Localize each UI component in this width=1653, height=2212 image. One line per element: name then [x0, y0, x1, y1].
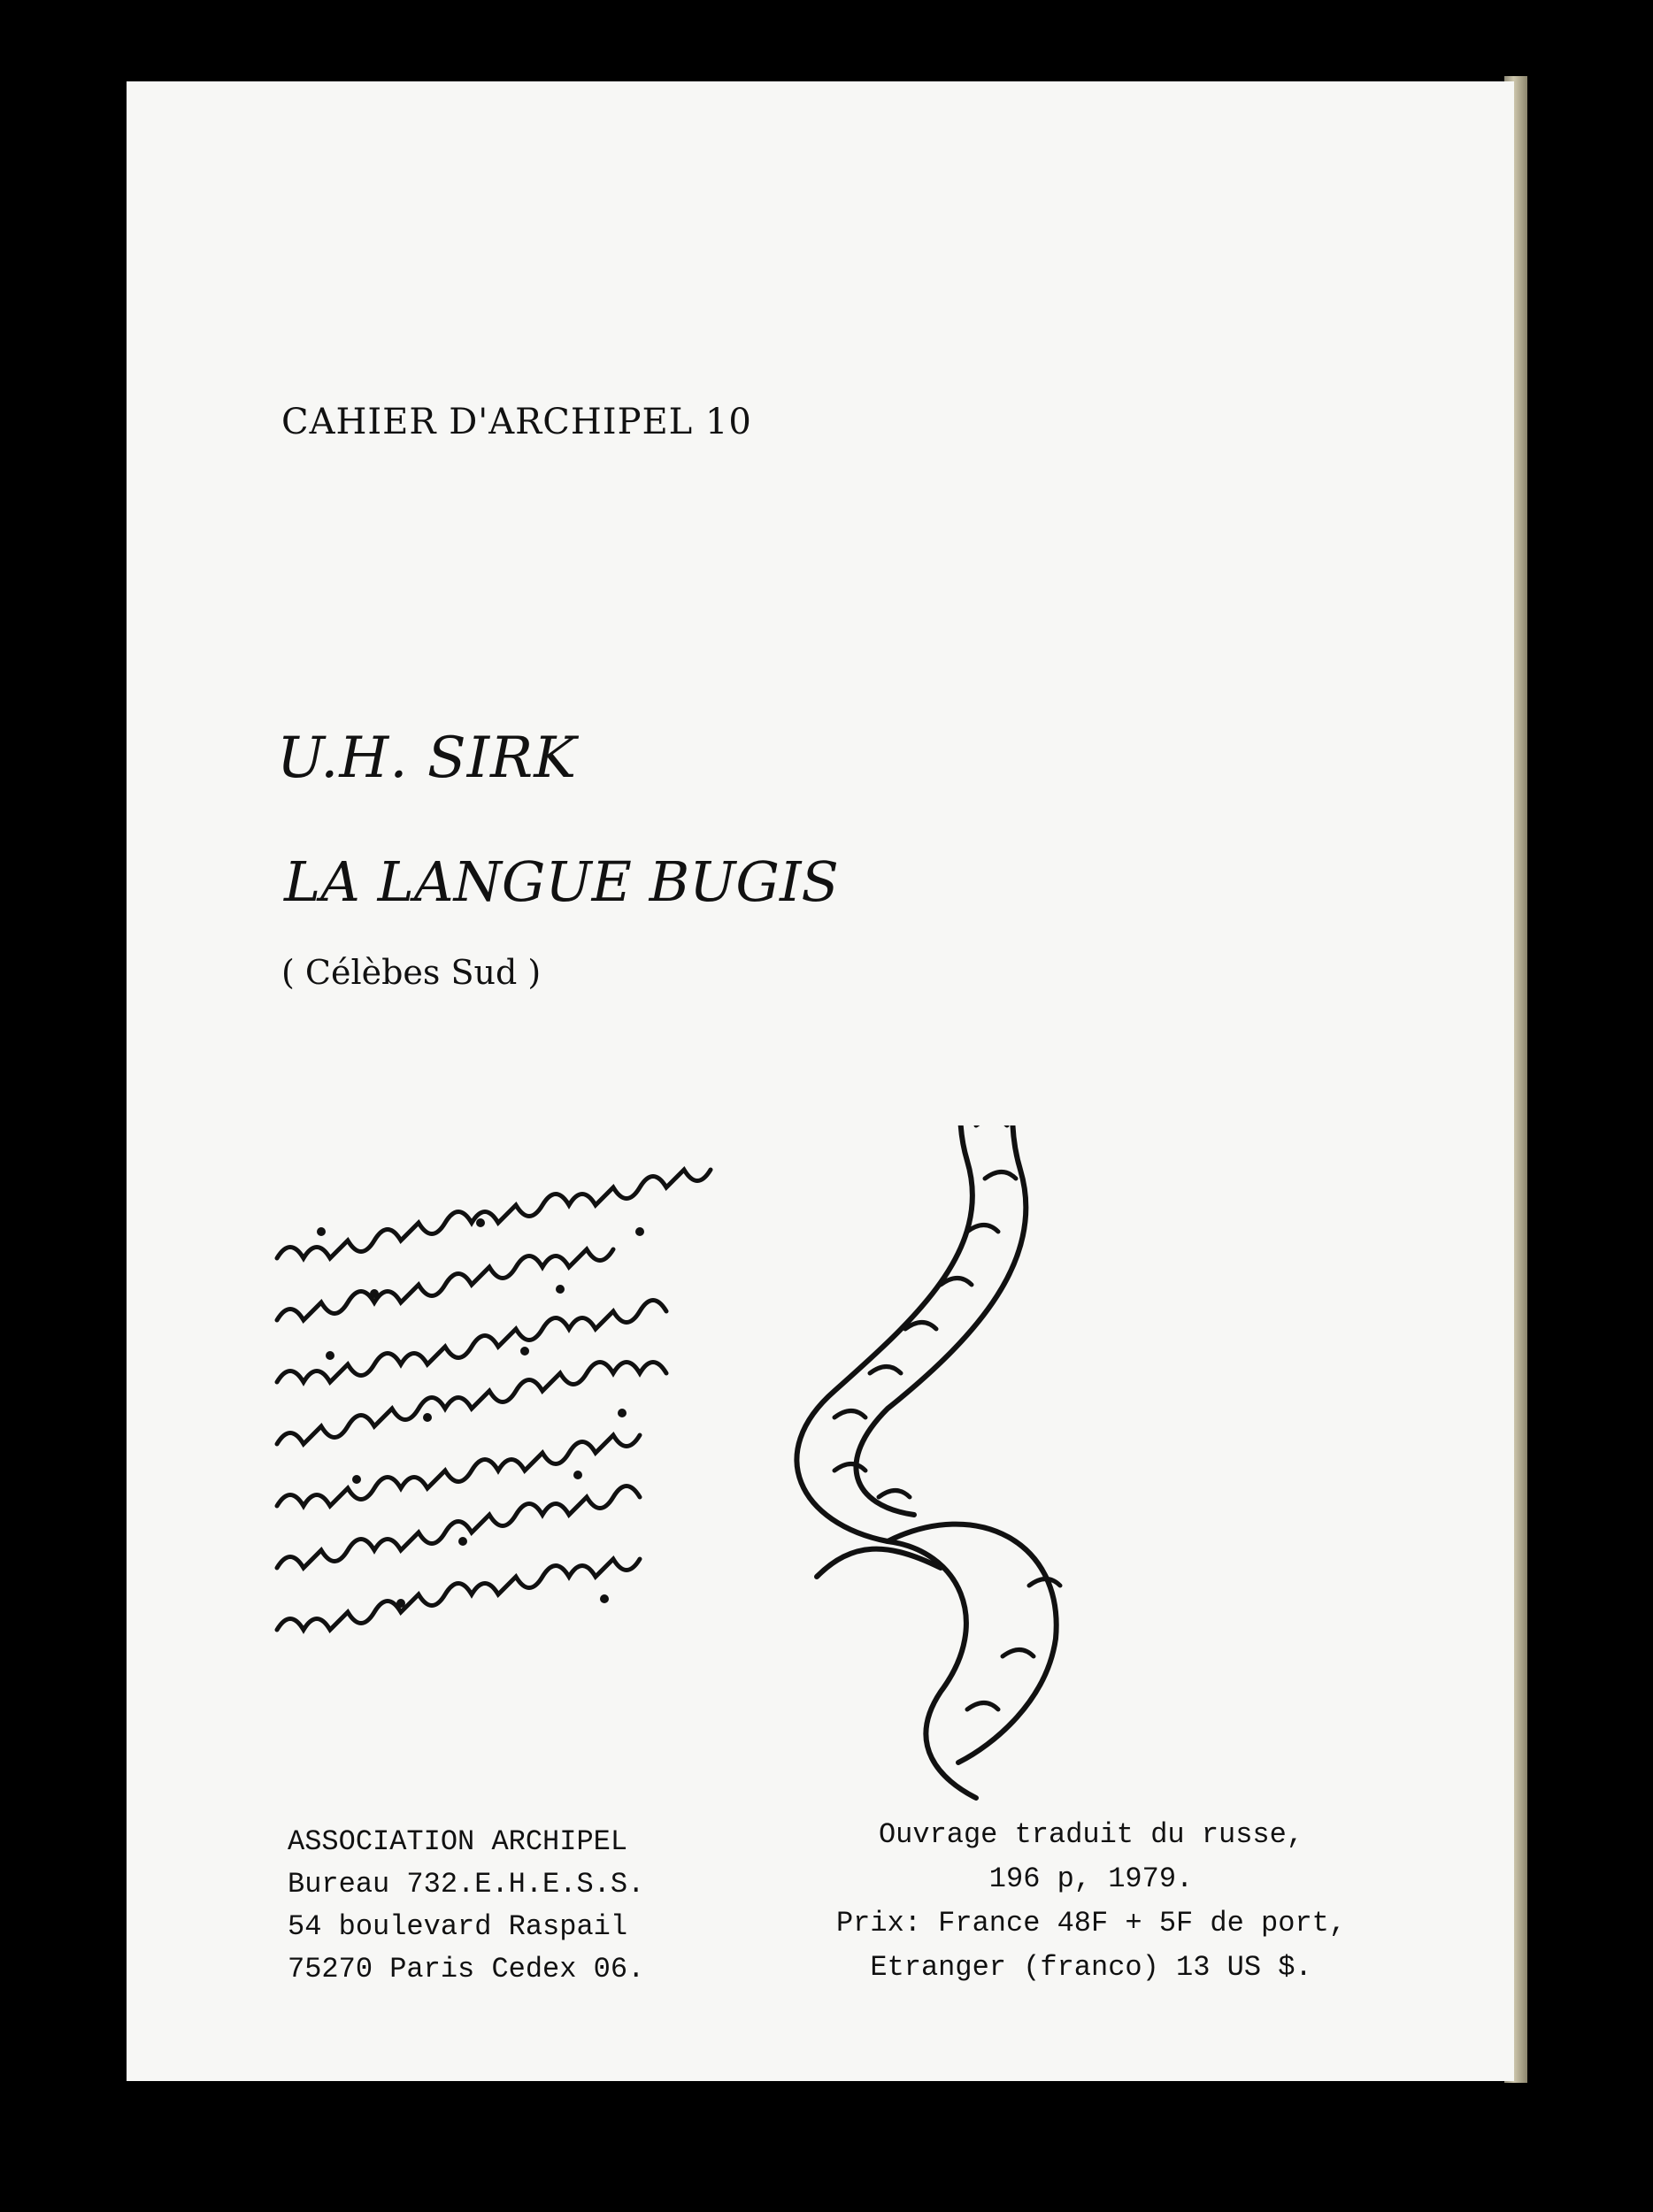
- address-line: ASSOCIATION ARCHIPEL: [288, 1825, 628, 1858]
- association-address: [288, 1821, 644, 1991]
- document-page: [127, 81, 1514, 2081]
- pricing-line: Etranger (franco) 13 US $.: [870, 1951, 1312, 1984]
- pricing-line: Ouvrage traduit du russe,: [878, 1818, 1304, 1851]
- book-title: LA LANGUE BUGIS: [284, 849, 839, 914]
- pricing-line: Prix: France 48F + 5F de port,: [835, 1907, 1347, 1939]
- bugis-script-dragon-illustration: [268, 1125, 1365, 1816]
- series-title: CAHIER D'ARCHIPEL 10: [281, 402, 752, 442]
- pricing-line: 196 p, 1979.: [988, 1863, 1194, 1895]
- author-name: U.H. SIRK: [277, 726, 578, 791]
- address-line: Bureau 732.E.H.E.S.S.: [288, 1868, 645, 1901]
- pricing-info: [764, 1813, 1419, 1990]
- address-line: 75270 Paris Cedex 06.: [288, 1953, 645, 1985]
- book-subtitle: ( Célèbes Sud ): [281, 953, 542, 992]
- address-line: 54 boulevard Raspail: [288, 1910, 628, 1943]
